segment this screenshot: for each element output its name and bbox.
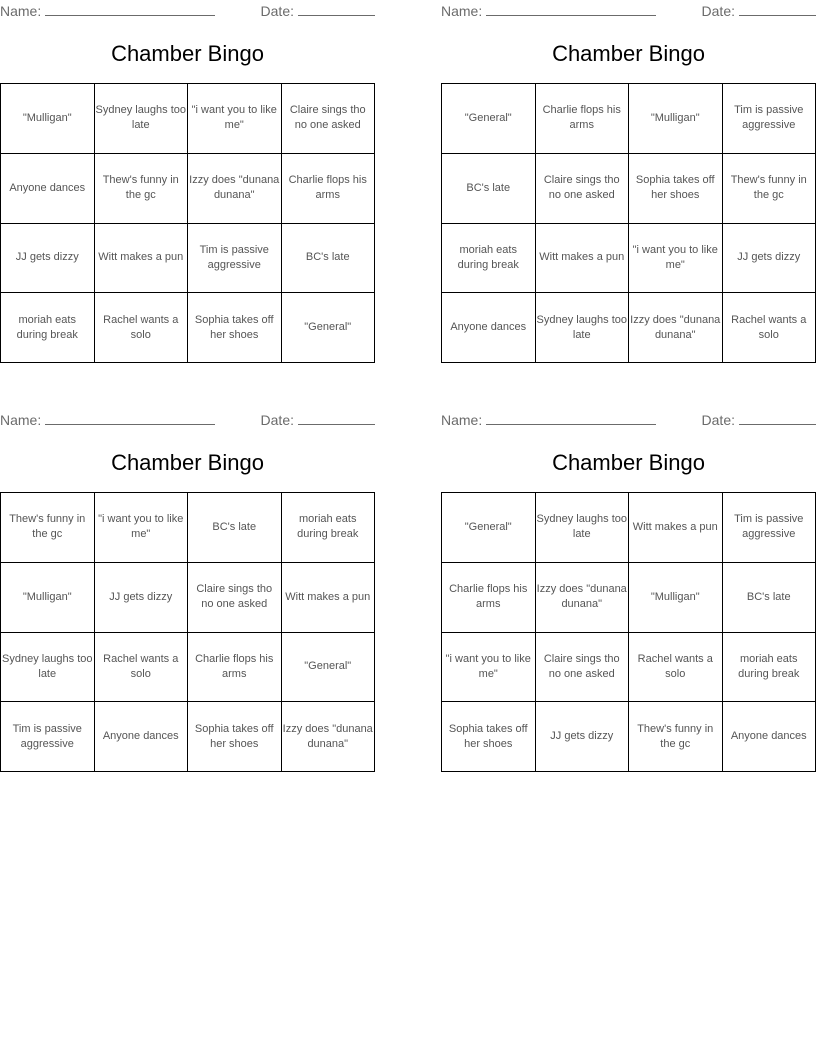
bingo-cell[interactable]: Tim is passive aggressive (188, 224, 282, 294)
bingo-cell[interactable]: "Mulligan" (629, 84, 723, 154)
bingo-cell[interactable]: Anyone dances (723, 702, 816, 772)
bingo-cell[interactable]: Izzy does "dunana dunana" (188, 154, 282, 224)
bingo-cell[interactable]: Thew's funny in the gc (95, 154, 189, 224)
bingo-cell[interactable]: Sophia takes off her shoes (629, 154, 723, 224)
bingo-cell[interactable]: Witt makes a pun (629, 493, 723, 563)
bingo-cell[interactable]: Thew's funny in the gc (629, 702, 723, 772)
bingo-grid (441, 492, 816, 772)
bingo-card (441, 409, 816, 773)
bingo-cell[interactable]: Charlie flops his arms (536, 84, 630, 154)
bingo-cell[interactable]: Charlie flops his arms (442, 563, 536, 633)
name-label: Name: (0, 3, 42, 19)
name-label: Name: (441, 412, 483, 428)
date-blank-line[interactable] (739, 411, 816, 425)
bingo-cell[interactable]: Tim is passive aggressive (1, 702, 95, 772)
date-blank-line[interactable] (298, 411, 375, 425)
date-blank-line[interactable] (739, 2, 816, 16)
name-field (0, 411, 215, 428)
date-field (702, 411, 816, 428)
bingo-cell[interactable]: JJ gets dizzy (95, 563, 189, 633)
bingo-cell[interactable]: JJ gets dizzy (723, 224, 816, 294)
bingo-cell[interactable]: "General" (442, 84, 536, 154)
bingo-cell[interactable]: Charlie flops his arms (188, 633, 282, 703)
bingo-cell[interactable]: Sophia takes off her shoes (188, 293, 282, 363)
bingo-cell[interactable]: Anyone dances (95, 702, 189, 772)
bingo-cell[interactable]: Rachel wants a solo (95, 633, 189, 703)
bingo-cell[interactable]: "General" (282, 293, 376, 363)
bingo-cell[interactable]: "i want you to like me" (629, 224, 723, 294)
bingo-grid (441, 83, 816, 363)
bingo-cell[interactable]: "General" (442, 493, 536, 563)
bingo-cell[interactable]: BC's late (188, 493, 282, 563)
card-title: Chamber Bingo (552, 450, 705, 475)
bingo-cell[interactable]: "General" (282, 633, 376, 703)
bingo-card (441, 0, 816, 364)
bingo-cell[interactable]: Claire sings tho no one asked (188, 563, 282, 633)
bingo-cell[interactable]: Witt makes a pun (95, 224, 189, 294)
name-blank-line[interactable] (486, 411, 656, 425)
bingo-cell[interactable]: Sophia takes off her shoes (442, 702, 536, 772)
date-field (261, 411, 375, 428)
bingo-grid (0, 83, 375, 363)
bingo-cell[interactable]: BC's late (282, 224, 376, 294)
date-label: Date: (701, 3, 735, 19)
bingo-cell[interactable]: Claire sings tho no one asked (536, 154, 630, 224)
bingo-cell[interactable]: Anyone dances (1, 154, 95, 224)
date-blank-line[interactable] (298, 2, 375, 16)
name-blank-line[interactable] (486, 2, 656, 16)
bingo-cell[interactable]: Sydney laughs too late (536, 493, 630, 563)
bingo-cell[interactable]: Izzy does "dunana dunana" (629, 293, 723, 363)
name-blank-line[interactable] (45, 2, 215, 16)
bingo-cell[interactable]: "Mulligan" (1, 563, 95, 633)
bingo-cell[interactable]: moriah eats during break (1, 293, 95, 363)
bingo-cell[interactable]: Izzy does "dunana dunana" (536, 563, 630, 633)
name-blank-line[interactable] (45, 411, 215, 425)
bingo-cell[interactable]: Claire sings tho no one asked (282, 84, 376, 154)
bingo-card (0, 0, 375, 364)
bingo-grid (0, 492, 375, 772)
card-title: Chamber Bingo (111, 41, 264, 66)
bingo-cell[interactable]: Witt makes a pun (282, 563, 376, 633)
bingo-cell[interactable]: "i want you to like me" (95, 493, 189, 563)
name-label: Name: (0, 412, 42, 428)
bingo-cell[interactable]: Charlie flops his arms (282, 154, 376, 224)
bingo-cell[interactable]: Anyone dances (442, 293, 536, 363)
date-label: Date: (701, 412, 735, 428)
bingo-cell[interactable]: "Mulligan" (1, 84, 95, 154)
bingo-cell[interactable]: moriah eats during break (442, 224, 536, 294)
bingo-cell[interactable]: moriah eats during break (282, 493, 376, 563)
bingo-cell[interactable]: Sydney laughs too late (95, 84, 189, 154)
name-field (441, 411, 656, 428)
bingo-cell[interactable]: "Mulligan" (629, 563, 723, 633)
bingo-cell[interactable]: "i want you to like me" (442, 633, 536, 703)
bingo-cell[interactable]: JJ gets dizzy (1, 224, 95, 294)
card-title: Chamber Bingo (111, 450, 264, 475)
date-field (702, 2, 816, 19)
bingo-cell[interactable]: Witt makes a pun (536, 224, 630, 294)
bingo-cell[interactable]: Tim is passive aggressive (723, 84, 816, 154)
name-field (441, 2, 656, 19)
bingo-cell[interactable]: Rachel wants a solo (629, 633, 723, 703)
date-label: Date: (260, 3, 294, 19)
bingo-cell[interactable]: Rachel wants a solo (723, 293, 816, 363)
bingo-cell[interactable]: Thew's funny in the gc (1, 493, 95, 563)
bingo-cell[interactable]: BC's late (723, 563, 816, 633)
bingo-cell[interactable]: Thew's funny in the gc (723, 154, 816, 224)
bingo-cell[interactable]: Claire sings tho no one asked (536, 633, 630, 703)
name-label: Name: (441, 3, 483, 19)
bingo-cell[interactable]: Izzy does "dunana dunana" (282, 702, 376, 772)
bingo-cell[interactable]: JJ gets dizzy (536, 702, 630, 772)
bingo-cell[interactable]: Tim is passive aggressive (723, 493, 816, 563)
bingo-cell[interactable]: BC's late (442, 154, 536, 224)
bingo-cell[interactable]: moriah eats during break (723, 633, 816, 703)
date-label: Date: (260, 412, 294, 428)
bingo-cell[interactable]: "i want you to like me" (188, 84, 282, 154)
name-field (0, 2, 215, 19)
bingo-cell[interactable]: Sydney laughs too late (1, 633, 95, 703)
bingo-cell[interactable]: Sophia takes off her shoes (188, 702, 282, 772)
date-field (261, 2, 375, 19)
bingo-cell[interactable]: Rachel wants a solo (95, 293, 189, 363)
bingo-card (0, 409, 375, 773)
bingo-cell[interactable]: Sydney laughs too late (536, 293, 630, 363)
card-title: Chamber Bingo (552, 41, 705, 66)
